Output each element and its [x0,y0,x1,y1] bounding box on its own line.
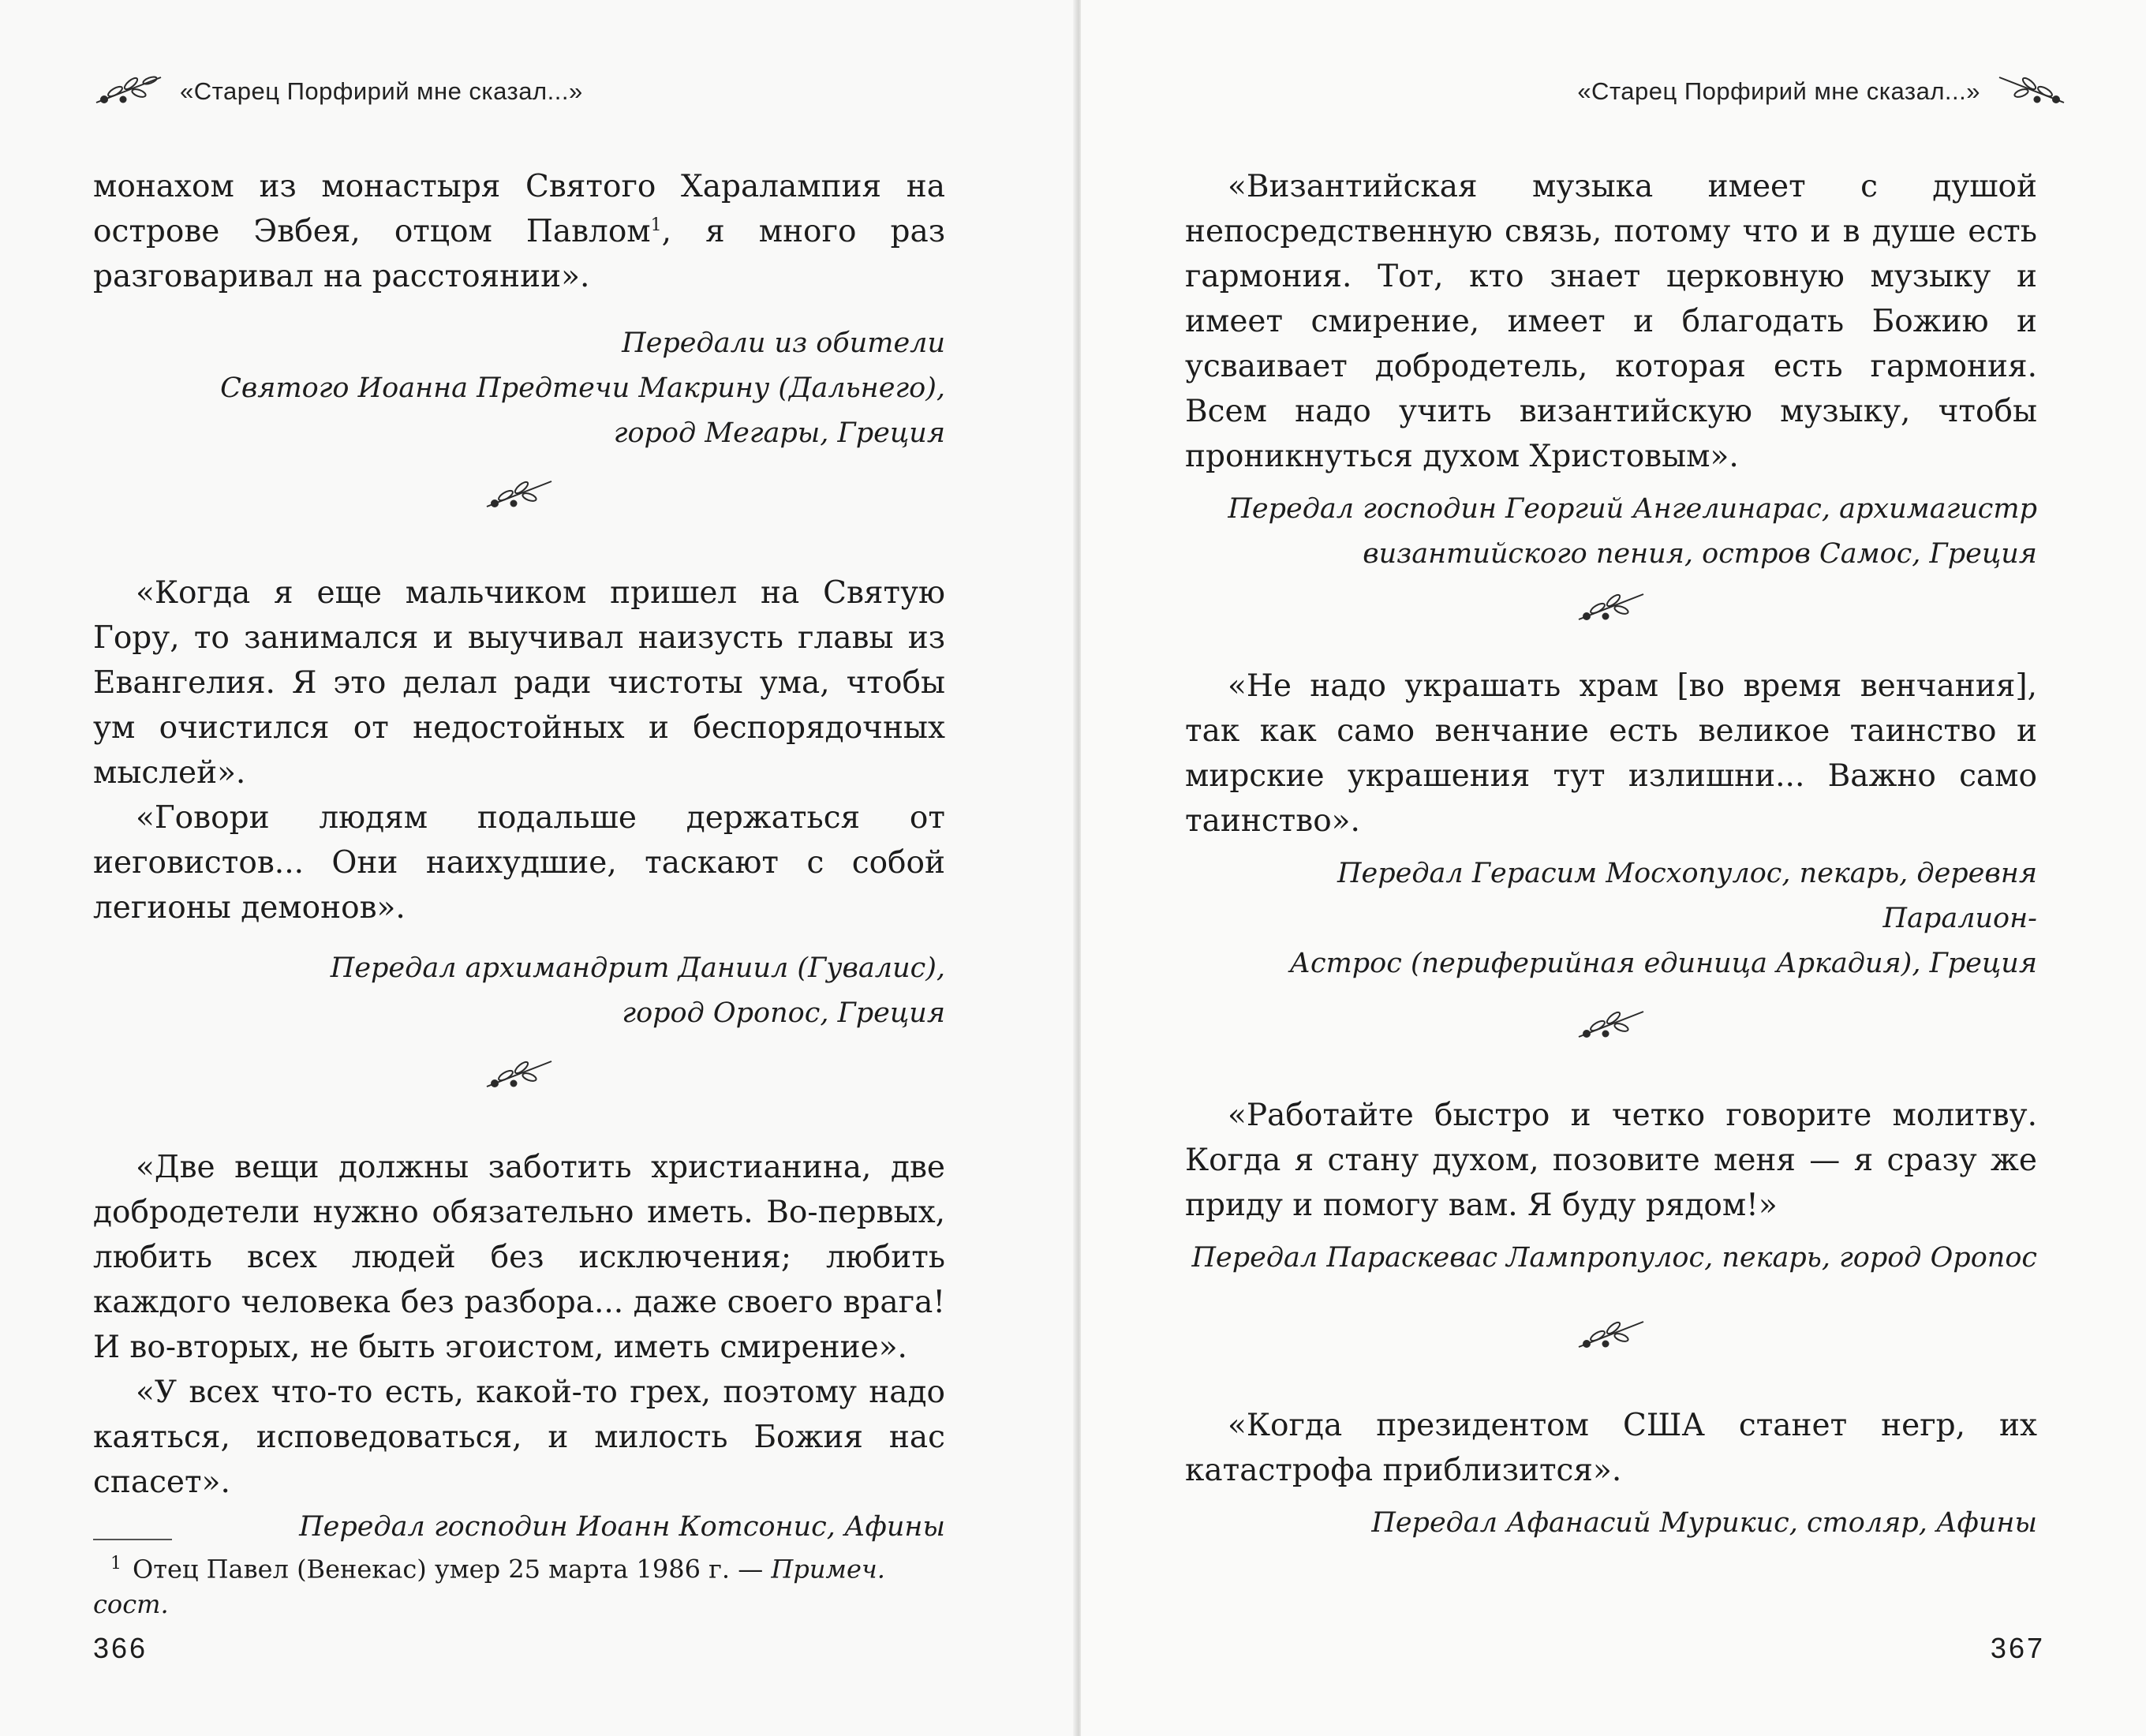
right-page-content [1185,164,2037,1546]
separator [1185,577,2037,640]
separator [1185,994,2037,1057]
quote-paragraph: «Когда я еще мальчиком пришел на Святую Гору, то занимался и выучивал наизусть главы из Евангелия. Я это делал ради чистоты ума, чтобы ум очистился от недостойных и беспорядочных мыслей». [93,575,945,791]
attribution-line: Передал Параскевас Лампропулос, пекарь, город Оропос [1191,1242,2037,1274]
quote-paragraph: «Византийская музыка имеет с душой непосредственную связь, потому что и в душе есть гармония. Тот, кто знает церковную музыку и имеет смирение, имеет и благодать Божию и усваивает добродетель, которая есть гармония. Всем надо учить византийскую музыку, чтобы проникнуться духом Христовым». [1185,169,2037,474]
separator [93,464,945,527]
continuation-tail: , я много раз разговаривал на расстоянии». [93,214,945,294]
attribution-line: Святого Иоанна Предтечи Макрину (Дальнего), [220,372,945,404]
footnote-reference: 1 [650,215,662,235]
olive-branch-icon [1576,1317,1647,1355]
quote-paragraph: «У всех что-то есть, какой-то грех, поэтому надо каяться, исповедоваться, и милость Божия нас спасет». [93,1375,945,1500]
footnote [93,1547,945,1622]
attribution-line: Передал Афанасий Мурикис, столяр, Афины [1371,1507,2037,1539]
attribution-line: Передали из обители [622,327,945,359]
attribution-line: Передал господин Иоанн Котсонис, Афины [299,1511,945,1543]
right-page [1081,0,2146,1736]
attribution-line: Передал Герасим Мосхопулос, пекарь, деревня Паралион- [1337,858,2037,934]
attribution-line: Передал господин Георгий Ангелинарас, архимагистр [1228,493,2037,525]
page-number: 366 [93,1632,148,1664]
quote-paragraph: «Работайте быстро и четко говорите молитву. Когда я стану духом, позовите меня — я сразу же приду и помогу вам. Я буду рядом!» [1185,1098,2037,1223]
page-number: 367 [1990,1632,2045,1664]
attribution-line: византийского пения, остров Самос, Греция [1363,538,2037,570]
olive-branch-icon [484,477,555,514]
olive-branch-icon [1996,73,2067,110]
running-head-right [1577,73,2067,110]
separator [1185,1304,2037,1367]
running-head-left [93,73,583,110]
olive-branch-icon [1576,589,1647,627]
footnote-text: Отец Павел (Венекас) умер 25 марта 1986 г. — [133,1554,772,1584]
quote-paragraph: «Две вещи должны заботить христианина, две добродетели нужно обязательно иметь. Во-первых, любить всех людей без исключения; любить каждого человека без разбора... даже своего врага! И во-вторых, не быть эгоистом, иметь смирение». [93,1150,945,1365]
continuation-paragraph [93,164,945,299]
attribution-line: Передал архимандрит Даниил (Гувалис), [330,952,945,984]
attribution-line: город Мегары, Греция [613,417,945,449]
left-page-content [93,164,945,1550]
footnote-editor-note: Примеч. сост. [93,1554,885,1619]
running-head-title: «Старец Порфирий мне сказал...» [1577,77,1980,105]
quote-paragraph: «Когда президентом США станет негр, их катастрофа приблизится». [1185,1408,2037,1488]
quote-paragraph: «Не надо украшать храм [во время венчания], так как само венчание есть великое таинство и мирские украшения тут излишни... Важно само таинство». [1185,668,2037,839]
footnote-mark: 1 [110,1554,122,1573]
olive-branch-icon [93,73,164,110]
attribution-line: город Оропос, Греция [622,997,945,1029]
olive-branch-icon [484,1057,555,1094]
continuation-text: монахом из монастыря Святого Харалампия на острове Эвбея, отцом Павлом [93,169,945,249]
attribution-line: Астрос (периферийная единица Аркадия), Греция [1289,948,2037,979]
quote-paragraph: «Говори людям подальше держаться от иеговистов... Они наихудшие, таскают с собой легионы демонов». [93,800,945,926]
olive-branch-icon [1576,1007,1647,1045]
running-head-title: «Старец Порфирий мне сказал...» [180,77,583,105]
footnote-rule [93,1539,172,1540]
separator [93,1044,945,1107]
